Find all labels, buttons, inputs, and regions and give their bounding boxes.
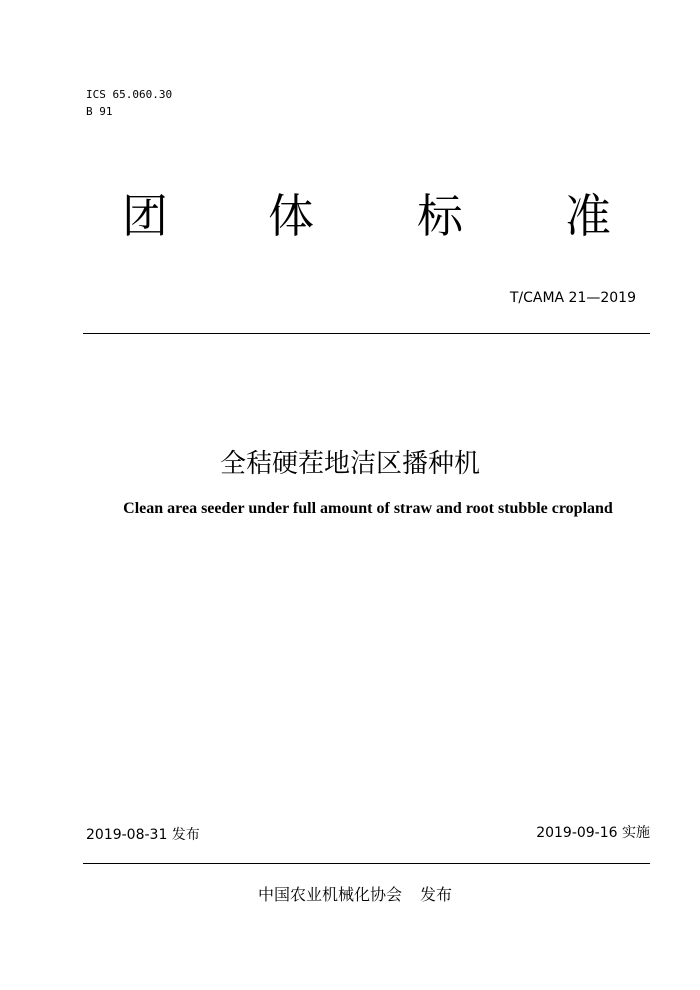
publisher-action: 发布 [420, 885, 453, 904]
ics-code: ICS 65.060.30 [86, 88, 173, 101]
chinese-title: 全秸硬茬地洁区播种机 [219, 449, 480, 479]
english-title: Clean area seeder under full amount of straw and root stubble cropland [123, 500, 613, 517]
publisher-organization: 中国农业机械化协会 [258, 885, 403, 904]
title-char-1: 团 [122, 189, 168, 243]
title-char-2: 体 [268, 189, 314, 243]
publisher [258, 882, 452, 905]
release-date: 2019-08-31 发布 [86, 827, 200, 843]
standard-number: T/CAMA 21—2019 [509, 290, 636, 306]
bottom-divider [83, 863, 650, 864]
title-char-3: 标 [417, 189, 463, 243]
title-char-4: 准 [565, 189, 611, 243]
classification-codes [86, 86, 172, 120]
implementation-date: 2019-09-16 实施 [536, 825, 650, 841]
document-type-title [0, 186, 700, 250]
ccs-code: B 91 [86, 105, 113, 118]
top-divider [83, 333, 650, 334]
